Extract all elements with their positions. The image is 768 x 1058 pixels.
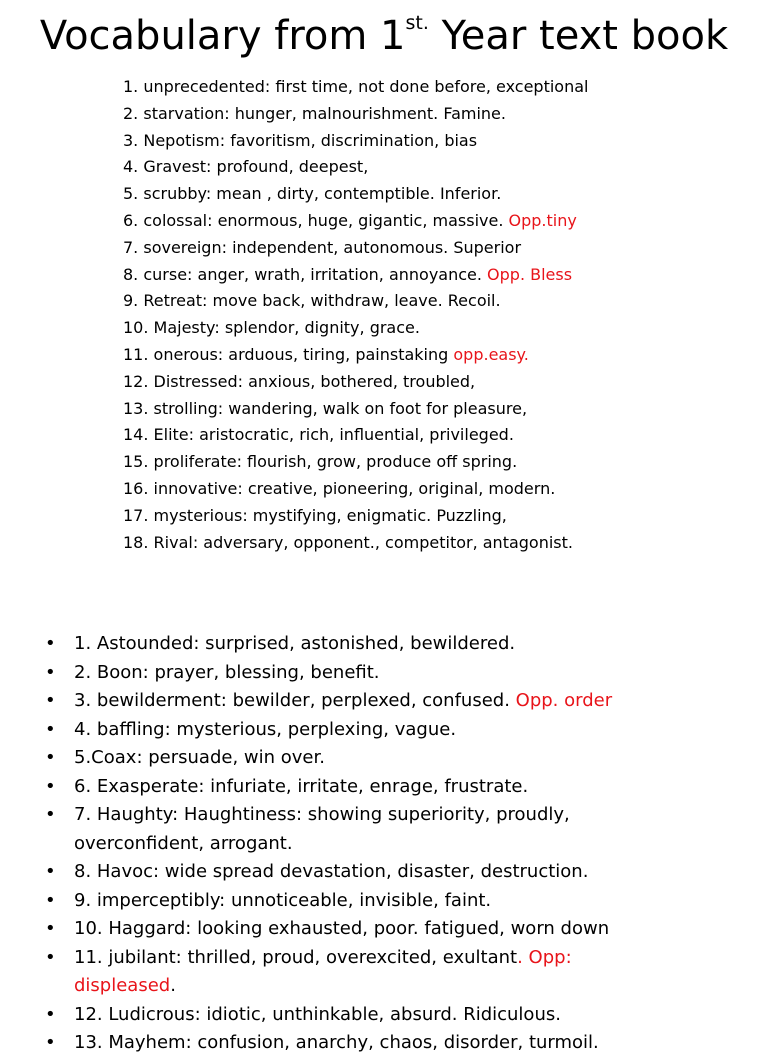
vocab-item-opposite: Opp. Bless (487, 264, 573, 284)
vocab-item-text: 6. Exasperate: infuriate, irritate, enrage, frustrate. (74, 775, 529, 797)
bulleted-vocab-item (0, 716, 674, 745)
bullet-icon: • (45, 861, 56, 882)
bullet-icon: • (45, 889, 56, 911)
vocab-item-text: 4. baffling: mysterious, perplexing, vague. (74, 718, 457, 740)
bullet-icon: • (45, 918, 56, 939)
vocab-item (123, 369, 588, 396)
vocab-item-text: 14. Elite: aristocratic, rich, influential, privileged. (123, 425, 514, 445)
vocab-item (123, 422, 588, 449)
bulleted-vocab-item (0, 630, 674, 659)
vocab-item (123, 288, 588, 315)
bullet-icon: • (45, 690, 56, 711)
bulleted-vocab-item (0, 944, 674, 1001)
vocab-item (123, 476, 588, 503)
bulleted-vocab-item (0, 659, 674, 688)
vocab-item-text: 17. mysterious: mystifying, enigmatic. Puzzling, (123, 505, 507, 525)
vocab-item (123, 74, 588, 101)
vocab-item-text: 16. innovative: creative, pioneering, original, modern. (123, 478, 556, 498)
bulleted-vocab-item (0, 801, 674, 858)
vocabulary-list-numbered (123, 74, 588, 556)
vocab-item (123, 208, 588, 235)
title-text-before: Vocabulary from 1 (39, 13, 406, 59)
vocab-item (123, 315, 588, 342)
vocab-item (123, 530, 588, 557)
vocab-item-text: 10. Majesty: splendor, dignity, grace. (123, 318, 420, 338)
vocab-item-text: 4. Gravest: profound, deepest, (123, 157, 369, 177)
bullet-icon: • (45, 661, 56, 683)
vocab-item (123, 342, 588, 369)
vocab-item (123, 235, 588, 262)
title-text-after: Year text book (428, 13, 729, 59)
vocab-item-text: 10. Haggard: looking exhausted, poor. fatigued, worn down (74, 918, 610, 939)
bullet-icon: • (45, 1032, 56, 1053)
vocab-item-text: 2. starvation: hunger, malnourishment. Famine. (123, 103, 506, 123)
bullet-icon: • (45, 747, 56, 768)
vocab-item-text: 12. Distressed: anxious, bothered, troubled, (123, 371, 476, 391)
vocabulary-list-bulleted (0, 630, 674, 1058)
vocab-item-text: 7. sovereign: independent, autonomous. Superior (123, 237, 522, 257)
vocab-item-opposite: . Opp: displeased (74, 946, 572, 996)
vocab-item-text: 9. Retreat: move back, withdraw, leave. Recoil. (123, 291, 501, 311)
vocab-item (123, 128, 588, 155)
page-title (0, 12, 768, 67)
vocab-item-text: 8. curse: anger, wrath, irritation, annoyance. (123, 264, 488, 284)
vocab-item-opposite: Opp. order (515, 690, 613, 711)
bullet-icon: • (45, 804, 56, 825)
vocab-item-opposite: opp.easy. (453, 344, 529, 364)
bulleted-vocab-item (0, 1001, 674, 1030)
vocab-item-text: 1. unprecedented: first time, not done before, exceptional (123, 77, 589, 96)
vocab-item (123, 396, 588, 423)
vocab-item-text: 13. Mayhem: confusion, anarchy, chaos, disorder, turmoil. (74, 1032, 599, 1053)
bulleted-vocab-item (0, 1029, 674, 1058)
vocab-item-text: 13. strolling: wandering, walk on foot for pleasure, (123, 398, 528, 418)
vocab-item (123, 154, 588, 181)
vocab-item (123, 503, 588, 530)
vocab-item (123, 101, 588, 128)
title-superscript: st. (405, 12, 429, 34)
vocab-item-text: 12. Ludicrous: idiotic, unthinkable, absurd. Ridiculous. (74, 1003, 561, 1025)
vocab-item-text: 1. Astounded: surprised, astonished, bewildered. (74, 633, 516, 654)
bulleted-vocab-item (0, 687, 674, 716)
bulleted-vocab-item (0, 858, 674, 887)
vocab-item (123, 181, 588, 208)
vocab-item-text: 11. onerous: arduous, tiring, painstaking (123, 344, 454, 364)
vocab-item-text: 5. scrubby: mean , dirty, contemptible. Inferior. (123, 184, 502, 204)
bullet-icon: • (45, 775, 56, 797)
vocab-item-trailing-text: . (170, 975, 176, 996)
vocab-item-text: 9. imperceptibly: unnoticeable, invisible, faint. (74, 889, 492, 911)
vocab-item-text: 5.Coax: persuade, win over. (74, 747, 325, 768)
vocab-item (123, 449, 588, 476)
vocab-item-text: 7. Haughty: Haughtiness: showing superiority, proudly, overconfident, arrogant. (74, 804, 570, 854)
vocab-item-text: 8. Havoc: wide spread devastation, disaster, destruction. (74, 861, 589, 882)
vocab-item-text: 2. Boon: prayer, blessing, benefit. (74, 661, 380, 683)
vocab-item (123, 262, 588, 289)
vocab-item-opposite: Opp.tiny (508, 210, 577, 230)
bulleted-vocab-item (0, 915, 674, 944)
vocab-item-text: 15. proliferate: flourish, grow, produce off spring. (123, 452, 518, 472)
vocab-item-text: 11. jubilant: thrilled, proud, overexcited, exultant (74, 946, 518, 968)
bullet-icon: • (45, 946, 56, 968)
vocab-item-text: 3. Nepotism: favoritism, discrimination, bias (123, 130, 478, 150)
bulleted-vocab-item (0, 773, 674, 802)
bulleted-vocab-item (0, 744, 674, 773)
bullet-icon: • (45, 1003, 56, 1025)
bullet-icon: • (45, 633, 56, 654)
bullet-icon: • (45, 718, 56, 740)
vocab-item-text: 18. Rival: adversary, opponent., competitor, antagonist. (123, 532, 573, 552)
vocab-item-text: 3. bewilderment: bewilder, perplexed, confused. (74, 690, 516, 711)
bulleted-vocab-item (0, 887, 674, 916)
vocab-item-text: 6. colossal: enormous, huge, gigantic, massive. (123, 210, 509, 230)
